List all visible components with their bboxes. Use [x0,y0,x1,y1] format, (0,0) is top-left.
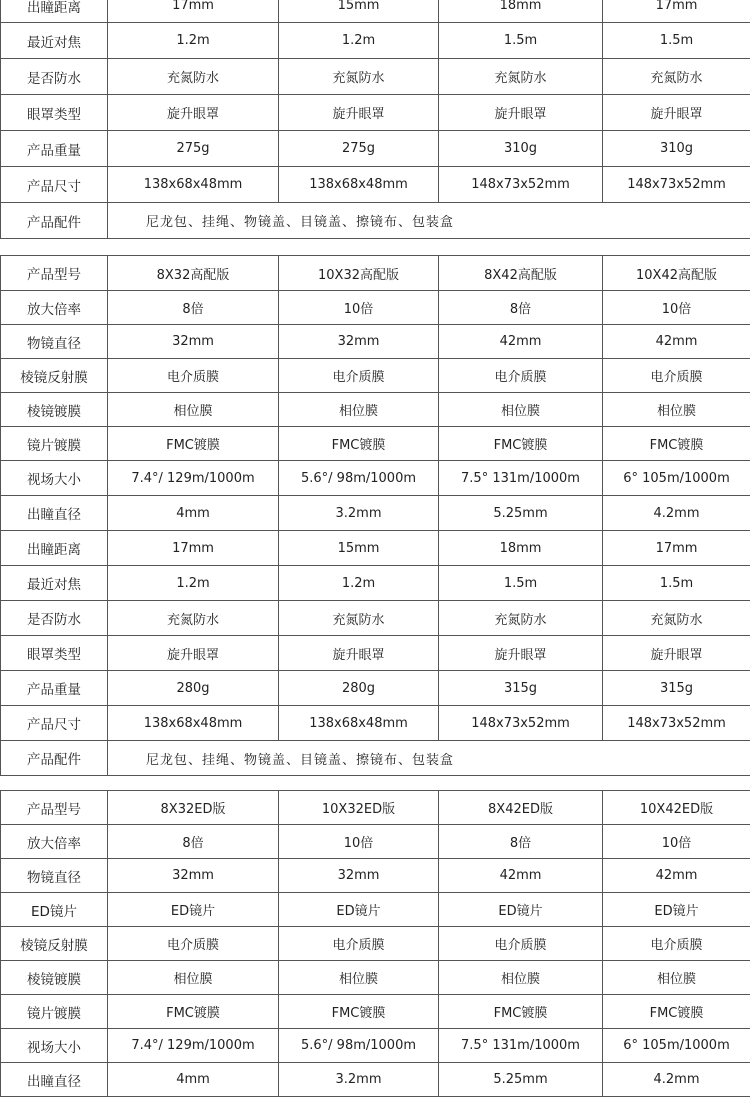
spec-value-cell: 138x68x48mm [279,167,439,203]
spec-value-cell: 充氮防水 [603,59,750,95]
spec-value-cell: 8X42高配版 [439,256,603,291]
spec-value-cell: 315g [603,671,750,706]
spec-value-cell: 310g [439,131,603,167]
spec-value-cell: 3.2mm [279,496,439,531]
spec-value-cell: 5.25mm [439,1063,603,1097]
spec-value-cell: 旋升眼罩 [108,95,279,131]
spec-value-cell: 1.2m [279,566,439,601]
spec-value-cell: 电介质膜 [108,927,279,961]
spec-value-cell: 1.5m [603,23,750,59]
spec-value-cell: 电介质膜 [279,927,439,961]
spec-value-cell: 8倍 [439,825,603,859]
spec-value-cell: 280g [108,671,279,706]
spec-value-cell: 10倍 [603,825,750,859]
spec-value-cell: 42mm [603,325,750,359]
spec-value-cell: 138x68x48mm [108,167,279,203]
spec-value-cell: 充氮防水 [108,601,279,636]
row-label: 出瞳直径 [1,1063,108,1097]
row-label: 产品重量 [1,131,108,167]
spec-value-cell: 148x73x52mm [603,167,750,203]
spec-value-cell: 相位膜 [108,961,279,995]
spec-value-cell: 315g [439,671,603,706]
spec-value-cell: FMC镀膜 [439,427,603,461]
row-label: 产品型号 [1,256,108,291]
spec-value-cell: 10倍 [603,291,750,325]
accessories-row [1,203,750,239]
spec-value-cell: 5.6°/ 98m/1000m [279,1029,439,1063]
table-row [1,1063,750,1097]
row-label: ED镜片 [1,893,108,927]
table-row [1,95,750,131]
row-label: 出瞳直径 [1,496,108,531]
spec-value-cell: 148x73x52mm [439,706,603,741]
spec-value-cell: 充氮防水 [279,59,439,95]
spec-value-cell: 4mm [108,1063,279,1097]
spec-value-cell: 42mm [439,859,603,893]
spec-value-cell: 15mm [279,0,439,23]
spec-value-cell: 相位膜 [108,393,279,427]
table-row [1,791,750,825]
row-label: 产品重量 [1,671,108,706]
spec-value-cell: 138x68x48mm [108,706,279,741]
spec-value-cell: 充氮防水 [603,601,750,636]
spec-value-cell: 相位膜 [603,961,750,995]
spec-value-cell: 充氮防水 [279,601,439,636]
row-label: 棱镜镀膜 [1,961,108,995]
spec-value-cell: 相位膜 [279,393,439,427]
table-row [1,167,750,203]
table-row [1,601,750,636]
table-row [1,859,750,893]
table-row [1,59,750,95]
spec-value-cell: 旋升眼罩 [603,95,750,131]
spec-value-cell: 8倍 [108,825,279,859]
spec-value-cell: 7.5° 131m/1000m [439,461,603,496]
spec-value-cell: 相位膜 [439,961,603,995]
spec-value-cell: 8倍 [108,291,279,325]
spec-value-cell: 6° 105m/1000m [603,461,750,496]
accessories-value: 尼龙包、挂绳、物镜盖、目镜盖、擦镜布、包装盒 [108,741,750,776]
row-label: 棱镜镀膜 [1,393,108,427]
spec-value-cell: 电介质膜 [439,359,603,393]
spec-value-cell: 1.2m [279,23,439,59]
spec-value-cell: 32mm [279,859,439,893]
spec-value-cell: 32mm [279,325,439,359]
row-label: 产品尺寸 [1,167,108,203]
spec-value-cell: 8倍 [439,291,603,325]
row-label: 视场大小 [1,461,108,496]
spec-value-cell: 10X32高配版 [279,256,439,291]
spec-value-cell: 138x68x48mm [279,706,439,741]
table-row [1,291,750,325]
spec-value-cell: 275g [108,131,279,167]
spec-value-cell: 32mm [108,859,279,893]
table-row [1,636,750,671]
table-row [1,461,750,496]
spec-value-cell: 旋升眼罩 [603,636,750,671]
spec-value-cell: 15mm [279,531,439,566]
row-label: 产品型号 [1,791,108,825]
table-row [1,427,750,461]
row-label: 棱镜反射膜 [1,359,108,393]
table-row [1,927,750,961]
row-label: 最近对焦 [1,23,108,59]
spec-value-cell: ED镜片 [108,893,279,927]
spec-value-cell: 310g [603,131,750,167]
spec-table-high-config [0,255,750,776]
spec-value-cell: 相位膜 [439,393,603,427]
spec-value-cell: 18mm [439,531,603,566]
spec-value-cell: FMC镀膜 [279,427,439,461]
row-label: 镜片镀膜 [1,427,108,461]
spec-value-cell: 1.5m [603,566,750,601]
table-row [1,566,750,601]
spec-value-cell: 32mm [108,325,279,359]
row-label: 是否防水 [1,601,108,636]
spec-value-cell: 旋升眼罩 [439,95,603,131]
table-row [1,671,750,706]
spec-value-cell: 7.4°/ 129m/1000m [108,1029,279,1063]
spec-value-cell: 148x73x52mm [603,706,750,741]
row-label: 产品配件 [1,203,108,239]
spec-value-cell: 4.2mm [603,496,750,531]
spec-table-ed [0,790,750,1097]
row-label: 放大倍率 [1,291,108,325]
spec-value-cell: 5.6°/ 98m/1000m [279,461,439,496]
table-row [1,23,750,59]
row-label: 棱镜反射膜 [1,927,108,961]
table-row [1,1029,750,1063]
row-label: 视场大小 [1,1029,108,1063]
table-row [1,393,750,427]
spec-value-cell: 旋升眼罩 [108,636,279,671]
spec-value-cell: FMC镀膜 [279,995,439,1029]
spec-value-cell: 旋升眼罩 [439,636,603,671]
spec-value-cell: ED镜片 [603,893,750,927]
spec-value-cell: 4.2mm [603,1063,750,1097]
spec-value-cell: 17mm [108,531,279,566]
spec-value-cell: FMC镀膜 [108,427,279,461]
spec-value-cell: 7.5° 131m/1000m [439,1029,603,1063]
spec-value-cell: FMC镀膜 [603,995,750,1029]
spec-value-cell: 280g [279,671,439,706]
table-row [1,531,750,566]
spec-value-cell: 10X42ED版 [603,791,750,825]
spec-value-cell: 8X32ED版 [108,791,279,825]
spec-value-cell: 42mm [603,859,750,893]
spec-value-cell: ED镜片 [279,893,439,927]
spec-value-cell: 1.5m [439,23,603,59]
spec-value-cell: 5.25mm [439,496,603,531]
spec-value-cell: 1.5m [439,566,603,601]
spec-value-cell: 6° 105m/1000m [603,1029,750,1063]
spec-value-cell: 相位膜 [279,961,439,995]
table-row [1,359,750,393]
spec-value-cell: 10倍 [279,291,439,325]
table-row [1,825,750,859]
spec-value-cell: 电介质膜 [439,927,603,961]
table-row [1,893,750,927]
table-row [1,706,750,741]
accessories-row [1,741,750,776]
row-label: 是否防水 [1,59,108,95]
row-label: 眼罩类型 [1,636,108,671]
spec-value-cell: 电介质膜 [603,359,750,393]
spec-value-cell: 10X32ED版 [279,791,439,825]
row-label: 产品配件 [1,741,108,776]
spec-value-cell: 充氮防水 [108,59,279,95]
spec-value-cell: ED镜片 [439,893,603,927]
spec-value-cell: 42mm [439,325,603,359]
spec-value-cell: 1.2m [108,566,279,601]
spec-value-cell: 8X42ED版 [439,791,603,825]
row-label: 放大倍率 [1,825,108,859]
row-label: 眼罩类型 [1,95,108,131]
row-label: 镜片镀膜 [1,995,108,1029]
spec-value-cell: 10X42高配版 [603,256,750,291]
spec-value-cell: FMC镀膜 [108,995,279,1029]
spec-value-cell: 10倍 [279,825,439,859]
table-row [1,0,750,23]
spec-value-cell: 3.2mm [279,1063,439,1097]
spec-value-cell: 旋升眼罩 [279,636,439,671]
spec-value-cell: FMC镀膜 [603,427,750,461]
spec-value-cell: 充氮防水 [439,59,603,95]
accessories-value: 尼龙包、挂绳、物镜盖、目镜盖、擦镜布、包装盒 [108,203,750,239]
spec-value-cell: 4mm [108,496,279,531]
table-row [1,256,750,291]
spec-value-cell: 17mm [108,0,279,23]
spec-value-cell: 电介质膜 [279,359,439,393]
spec-value-cell: 充氮防水 [439,601,603,636]
table-row [1,995,750,1029]
table-row [1,131,750,167]
spec-value-cell: 1.2m [108,23,279,59]
spec-value-cell: 148x73x52mm [439,167,603,203]
table-row [1,961,750,995]
spec-value-cell: 电介质膜 [603,927,750,961]
spec-value-cell: 旋升眼罩 [279,95,439,131]
table-row [1,325,750,359]
row-label: 产品尺寸 [1,706,108,741]
spec-value-cell: 17mm [603,0,750,23]
spec-value-cell: FMC镀膜 [439,995,603,1029]
spec-value-cell: 7.4°/ 129m/1000m [108,461,279,496]
row-label: 出瞳距离 [1,531,108,566]
spec-value-cell: 相位膜 [603,393,750,427]
spec-value-cell: 8X32高配版 [108,256,279,291]
spec-value-cell: 18mm [439,0,603,23]
row-label: 最近对焦 [1,566,108,601]
row-label: 物镜直径 [1,325,108,359]
row-label: 出瞳距离 [1,0,108,23]
table-row [1,496,750,531]
spec-table-standard [0,0,750,239]
spec-value-cell: 电介质膜 [108,359,279,393]
row-label: 物镜直径 [1,859,108,893]
spec-value-cell: 17mm [603,531,750,566]
spec-value-cell: 275g [279,131,439,167]
